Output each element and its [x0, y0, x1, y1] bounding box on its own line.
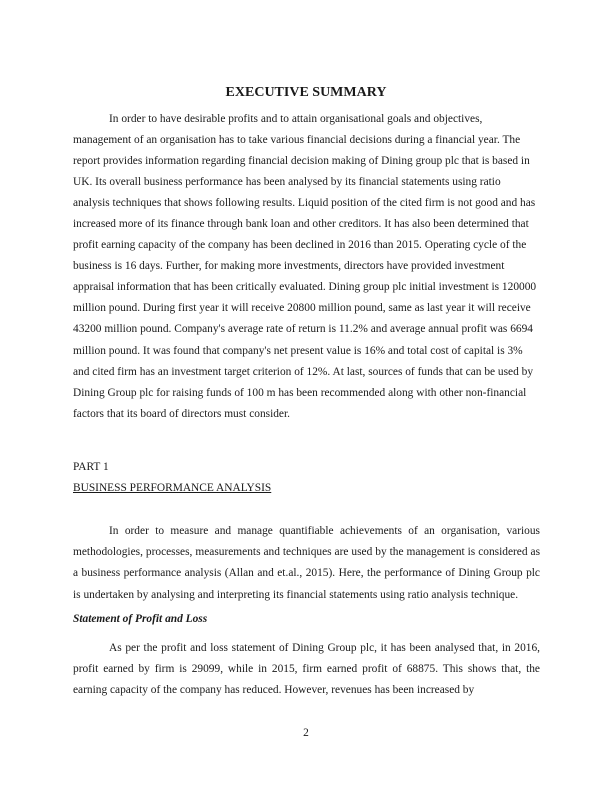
part-label: PART 1: [73, 461, 109, 473]
profit-loss-paragraph: As per the profit and loss statement of Dining Group plc, it has been analysed that, in 2016, profit earned by firm is 29099, while in 2015, firm earned profit of 68875. This shows that, the earning capacity of the company has reduced. However, revenues has been increased by: [73, 642, 540, 697]
business-performance-paragraph: In order to measure and manage quantifiable achievements of an organisation, various methodologies, processes, measurements and techniques are used by the management is considered as a business performance analysis (Allan and et.al., 2015). Here, the performance of Dining Group plc is undertaken by analysing and interpreting its financial statements using ratio analysis technique.: [73, 525, 540, 601]
section-heading: BUSINESS PERFORMANCE ANALYSIS: [73, 482, 272, 494]
profit-loss-subheading: Statement of Profit and Loss: [73, 613, 208, 625]
page-title: EXECUTIVE SUMMARY: [225, 85, 387, 100]
page-number: 2: [303, 727, 309, 739]
executive-summary-paragraph: In order to have desirable profits and to attain organisational goals and objectives, management of an organisation has to take various financial decisions during a financial year. The report provides information regarding financial decision making of Dining group plc that is based in UK. Its overall business performance has been analysed by its financial statements using ratio analysis techniques that shows following results. Liquid position of the cited firm is not good and has increased more of its finance through bank loan and other creditors. It has also been determined that profit earning capacity of the company has been declined in 2016 than 2015. Operating cycle of the business is 16 days. Further, for making more investments, directors have provided investment appraisal information that has been critically evaluated. Dining group plc initial investment is 120000 million pound. During first year it will receive 20800 million pound, same as last year it will receive 43200 million pound. Company's average rate of return is 11.2% and average annual profit was 6694 million pound. It was found that company's net present value is 16% and total cost of capital is 3% and cited firm has an investment target criterion of 12%. At last, sources of funds that can be used by Dining Group plc for raising funds of 100 m has been recommended along with other non-financial factors that its board of directors must consider.: [73, 113, 537, 420]
